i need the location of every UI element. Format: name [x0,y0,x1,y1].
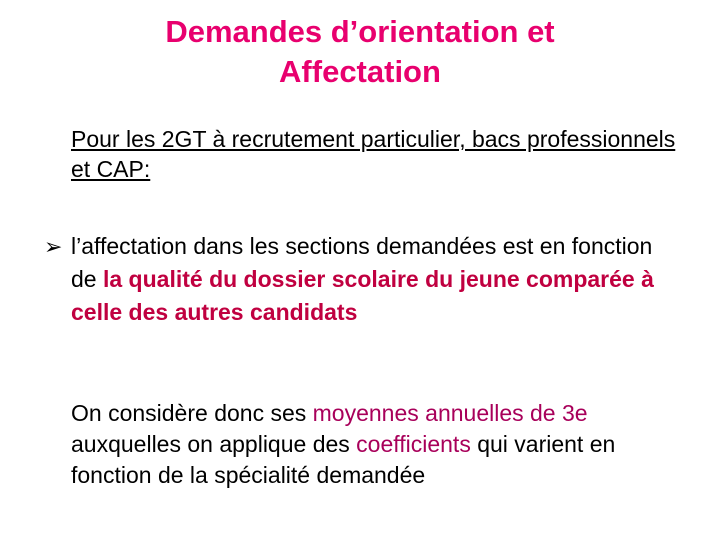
bullet-text [71,230,684,329]
paragraph [71,398,691,491]
arrow-bullet-icon: ➢ [44,234,63,259]
paragraph-part-1: On considère donc ses [71,400,313,426]
title-line-2: Affectation [279,54,441,89]
paragraph-part-3: qui varient en fonction de la spécialité demandée [71,431,616,488]
intro-text: Pour les 2GT à recrutement particulier, bacs professionnels et CAP: [71,126,676,182]
highlight-moyennes: moyennes annuelles de 3e [312,400,588,426]
title-line-1: Demandes d’orientation et [165,14,555,49]
bullet-highlight: la qualité du dossier scolaire du jeune comparée à celle des autres candidats [71,266,654,325]
bullet-item [44,230,684,329]
slide-title [100,12,620,92]
highlight-coefficients: coefficients [356,431,471,457]
bullet-text-plain: l’affectation dans les sections demandées est en fonction de [71,233,653,292]
paragraph-part-2: auxquelles on applique des [71,431,357,457]
